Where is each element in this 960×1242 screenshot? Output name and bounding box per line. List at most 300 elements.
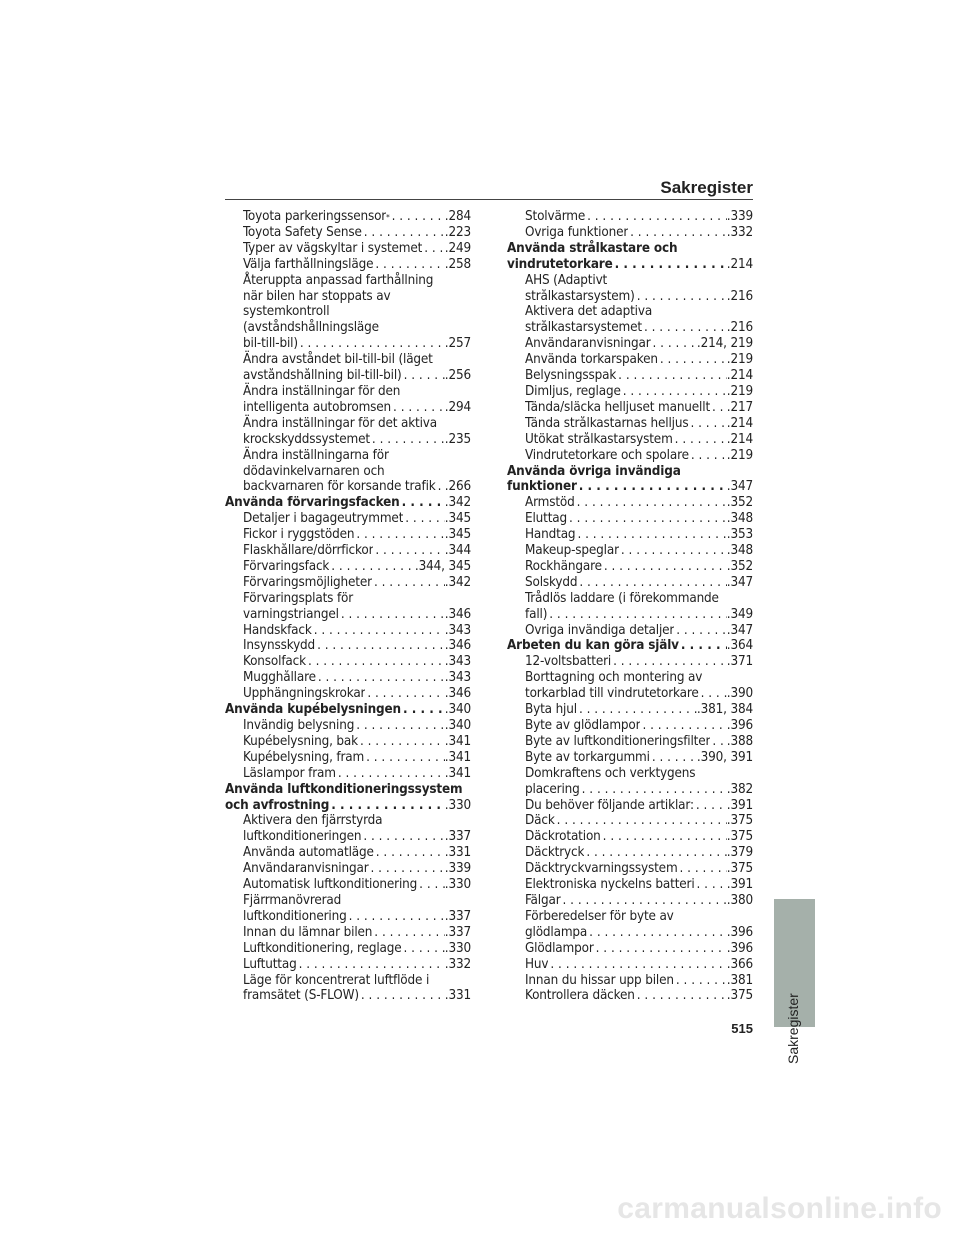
index-entry bbox=[507, 988, 753, 1004]
index-entry bbox=[507, 734, 753, 750]
index-entry bbox=[507, 559, 753, 575]
index-entry bbox=[507, 845, 753, 861]
index-heading bbox=[225, 798, 471, 814]
entry-text: Byte av torkargummi bbox=[525, 749, 650, 765]
dot-leader bbox=[585, 209, 727, 225]
page-reference: .216 bbox=[726, 288, 753, 304]
dot-leader bbox=[621, 384, 727, 400]
index-entry bbox=[507, 877, 753, 893]
entry-text: Välja farthållningsläge bbox=[243, 256, 374, 272]
dot-leader bbox=[635, 289, 727, 305]
index-entry bbox=[225, 479, 471, 495]
dot-leader bbox=[347, 909, 445, 925]
entry-text: Armstöd bbox=[525, 495, 575, 511]
dot-leader bbox=[422, 241, 445, 257]
entry-text: Däcktryck bbox=[525, 845, 585, 861]
index-entry bbox=[507, 432, 753, 448]
dot-leader bbox=[567, 511, 727, 527]
entry-text: Användaranvisningar bbox=[525, 336, 651, 352]
entry-text: placering bbox=[525, 781, 580, 797]
dot-leader bbox=[403, 511, 445, 527]
index-entry bbox=[225, 861, 471, 877]
dot-leader bbox=[359, 988, 445, 1004]
index-entry: Förvaringsplats för bbox=[243, 590, 354, 606]
entry-text: Använda förvaringsfacken bbox=[225, 495, 400, 511]
entry-text: Däck bbox=[525, 813, 555, 829]
index-entry bbox=[225, 941, 471, 957]
dot-leader bbox=[584, 845, 726, 861]
index-entry bbox=[225, 925, 471, 941]
page-reference: .342 bbox=[444, 495, 471, 511]
index-entry bbox=[507, 686, 753, 702]
dot-leader bbox=[561, 893, 727, 909]
page-reference: .342 bbox=[444, 574, 471, 590]
entry-text: Luftuttag bbox=[243, 956, 297, 972]
entry-text: varningstriangel bbox=[243, 606, 339, 622]
page-reference: .214 bbox=[726, 431, 753, 447]
page-reference: .331 bbox=[444, 988, 471, 1004]
header-divider bbox=[225, 199, 753, 200]
dot-leader bbox=[710, 734, 726, 750]
index-entry bbox=[507, 607, 753, 623]
page-reference: .214, 219 bbox=[696, 336, 753, 352]
index-entry bbox=[225, 957, 471, 973]
dot-leader bbox=[390, 209, 445, 225]
page-reference: .330 bbox=[444, 877, 471, 893]
entry-text: Typer av vägskyltar i systemet bbox=[243, 240, 423, 256]
entry-text: Makeup-speglar bbox=[525, 543, 619, 559]
page-reference: .258 bbox=[444, 256, 471, 272]
entry-text: avståndshållning bil-till-bil) bbox=[243, 368, 402, 384]
page-reference: .344 bbox=[444, 543, 471, 559]
index-entry bbox=[225, 575, 471, 591]
index-entry bbox=[225, 750, 471, 766]
entry-text: Förvaringsfack bbox=[243, 558, 330, 574]
index-entry bbox=[507, 623, 753, 639]
index-entry bbox=[225, 241, 471, 257]
dot-leader bbox=[370, 432, 445, 448]
dot-leader bbox=[577, 702, 697, 718]
page-reference: .371 bbox=[726, 654, 753, 670]
index-heading: Använda luftkonditioneringssystem bbox=[225, 781, 463, 797]
dot-leader bbox=[619, 543, 727, 559]
index-entry: Ändra inställningarna för bbox=[243, 447, 389, 463]
dot-leader bbox=[316, 670, 445, 686]
dot-leader bbox=[401, 702, 445, 718]
entry-text: Rockhängare bbox=[525, 558, 602, 574]
index-column-left bbox=[225, 209, 471, 1004]
entry-text: Däckrotation bbox=[525, 829, 601, 845]
dot-leader bbox=[642, 320, 727, 336]
entry-text: Glödlampor bbox=[525, 940, 594, 956]
page-reference: .340 bbox=[444, 718, 471, 733]
dot-leader bbox=[315, 638, 445, 654]
page-reference: .390, 391 bbox=[696, 749, 753, 765]
index-entry bbox=[507, 861, 753, 877]
index-entry bbox=[507, 400, 753, 416]
entry-text: Flaskhållare/dörrfickor bbox=[243, 543, 374, 559]
index-entry bbox=[507, 448, 753, 464]
index-entry bbox=[507, 352, 753, 368]
index-entry: Aktivera den fjärrstyrda bbox=[243, 813, 383, 829]
index-heading bbox=[225, 702, 471, 718]
dot-leader bbox=[339, 607, 445, 623]
index-entry bbox=[507, 511, 753, 527]
index-entry bbox=[507, 527, 753, 543]
dot-leader bbox=[674, 623, 727, 639]
index-entry: Läge för koncentrerat luftflöde i bbox=[243, 972, 430, 988]
page-reference: .346 bbox=[444, 638, 471, 654]
index-entry bbox=[507, 702, 753, 718]
dot-leader bbox=[358, 734, 445, 750]
entry-text: Upphängningskrokar bbox=[243, 686, 366, 702]
index-heading: Använda strålkastare och bbox=[507, 240, 678, 256]
dot-leader bbox=[710, 400, 727, 416]
index-entry bbox=[507, 416, 753, 432]
entry-text: och avfrostning bbox=[225, 797, 330, 813]
page-reference: .219 bbox=[726, 383, 753, 399]
dot-leader bbox=[362, 225, 445, 241]
index-entry bbox=[225, 543, 471, 559]
page-reference: .381, 384 bbox=[696, 702, 753, 718]
dot-leader bbox=[613, 257, 727, 273]
entry-text: Toyota parkeringssensor bbox=[243, 209, 387, 224]
entry-text: Fickor i ryggstöden bbox=[243, 527, 355, 543]
page-reference: .396 bbox=[726, 940, 753, 956]
page-reference: .349 bbox=[726, 606, 753, 622]
dot-leader bbox=[298, 336, 445, 352]
page-reference: .223 bbox=[444, 224, 471, 240]
dot-leader bbox=[436, 479, 445, 495]
entry-text: krockskyddssystemet bbox=[243, 431, 370, 447]
entry-text: Elektroniska nyckelns batteri bbox=[525, 877, 695, 893]
page-reference: .381 bbox=[726, 972, 753, 988]
page-reference: .332 bbox=[444, 956, 471, 972]
index-entry bbox=[225, 623, 471, 639]
page-reference: .375 bbox=[726, 813, 753, 829]
entry-text: Toyota Safety Sense bbox=[243, 224, 362, 240]
page-reference: .348 bbox=[726, 543, 753, 559]
index-entry bbox=[507, 798, 753, 814]
entry-text: Kontrollera däcken bbox=[525, 988, 635, 1004]
page-reference: .380 bbox=[726, 892, 753, 908]
entry-text: Stolvärme bbox=[525, 209, 586, 224]
page-reference: .341 bbox=[444, 765, 471, 781]
entry-text: Innan du lämnar bilen bbox=[243, 924, 373, 940]
page-reference: .214 bbox=[726, 368, 753, 384]
dot-leader bbox=[673, 432, 727, 448]
index-entry bbox=[225, 654, 471, 670]
index-entry: Ändra inställningar för den bbox=[243, 383, 401, 399]
dot-leader bbox=[640, 718, 726, 734]
index-entry: Förberedelser för byte av bbox=[525, 908, 674, 924]
index-column-right bbox=[507, 209, 753, 1004]
entry-text: 12-voltsbatteri bbox=[525, 654, 612, 670]
dot-leader bbox=[678, 861, 727, 877]
index-entry bbox=[507, 718, 753, 734]
entry-text: torkarblad till vindrutetorkare bbox=[525, 686, 699, 702]
index-entry bbox=[507, 973, 753, 989]
entry-text: Byte av luftkonditioneringsfilter bbox=[525, 733, 711, 749]
entry-text: Använda automatläge bbox=[243, 845, 374, 861]
entry-text: framsätet (S-FLOW) bbox=[243, 988, 359, 1004]
entry-text: Automatisk luftkonditionering bbox=[243, 877, 418, 893]
dot-leader bbox=[402, 941, 445, 957]
page-reference: .330 bbox=[444, 940, 471, 956]
index-entry bbox=[225, 607, 471, 623]
page-reference: .339 bbox=[726, 209, 753, 224]
dot-leader bbox=[361, 829, 444, 845]
dot-leader bbox=[354, 718, 445, 734]
dot-leader bbox=[594, 941, 727, 957]
index-entry bbox=[225, 559, 471, 575]
dot-leader bbox=[658, 352, 727, 368]
dot-leader bbox=[306, 654, 445, 670]
dot-leader bbox=[329, 798, 445, 814]
page-reference: .391 bbox=[726, 877, 753, 893]
index-entry: dödavinkelvarnaren och bbox=[243, 463, 385, 479]
index-entry bbox=[225, 336, 471, 352]
index-entry bbox=[225, 368, 471, 384]
index-entry bbox=[507, 368, 753, 384]
dot-leader bbox=[635, 988, 727, 1004]
index-entry bbox=[507, 320, 753, 336]
entry-text: Övriga funktioner bbox=[525, 224, 629, 240]
dot-leader bbox=[372, 925, 444, 941]
page-reference: .364 bbox=[726, 638, 753, 654]
page-reference: .332 bbox=[726, 224, 753, 240]
dot-leader bbox=[577, 575, 726, 591]
index-entry bbox=[507, 225, 753, 241]
index-entry bbox=[507, 543, 753, 559]
dot-leader bbox=[548, 957, 726, 973]
dot-leader bbox=[369, 861, 445, 877]
dot-leader bbox=[402, 368, 445, 384]
page-reference: .217 bbox=[726, 399, 753, 415]
index-entry bbox=[507, 925, 753, 941]
entry-text: fall) bbox=[525, 606, 548, 622]
watermark: carmanualsonline.info bbox=[617, 1192, 942, 1225]
index-entry bbox=[507, 209, 753, 225]
index-entry: Aktivera det adaptiva bbox=[525, 304, 653, 320]
entry-text: Innan du hissar upp bilen bbox=[525, 972, 674, 988]
page-reference: .345 bbox=[444, 527, 471, 543]
dot-leader bbox=[372, 575, 445, 591]
page-reference: .330 bbox=[444, 797, 471, 813]
page-reference: .249 bbox=[444, 240, 471, 256]
index-entry bbox=[507, 654, 753, 670]
page-reference: .219 bbox=[726, 352, 753, 368]
index-entry bbox=[507, 336, 753, 352]
entry-text: backvarnaren för korsande trafik bbox=[243, 479, 436, 495]
index-entry bbox=[225, 527, 471, 543]
entry-text: Huv bbox=[525, 956, 549, 972]
entry-text: Vindrutetorkare och spolare bbox=[525, 447, 689, 463]
index-entry bbox=[507, 957, 753, 973]
dot-leader bbox=[354, 527, 444, 543]
entry-text: Eluttag bbox=[525, 511, 568, 527]
page-reference: .353 bbox=[726, 527, 753, 543]
index-entry bbox=[507, 384, 753, 400]
page-reference: .347 bbox=[726, 622, 753, 638]
dot-leader bbox=[373, 257, 444, 273]
index-heading: Använda övriga invändiga bbox=[507, 463, 681, 479]
index-entry: Domkraftens och verktygens bbox=[525, 765, 696, 781]
entry-text: Dimljus, reglage bbox=[525, 383, 621, 399]
page-reference: .343 bbox=[444, 622, 471, 638]
index-entry bbox=[225, 638, 471, 654]
page-section-title: Sakregister bbox=[660, 178, 753, 197]
index-entry: AHS (Adaptivt bbox=[525, 272, 608, 288]
index-entry bbox=[507, 813, 753, 829]
entry-text: Du behöver följande artiklar: bbox=[525, 797, 694, 813]
index-entry bbox=[225, 257, 471, 273]
entry-text: Använda kupébelysningen bbox=[225, 702, 401, 718]
index-entry: Ändra avståndet bil-till-bil (läget bbox=[243, 352, 433, 368]
dot-leader bbox=[329, 559, 415, 575]
dot-leader bbox=[336, 766, 445, 782]
dot-leader bbox=[587, 925, 727, 941]
entry-text: Däcktryckvarningssystem bbox=[525, 861, 678, 877]
page-reference: .347 bbox=[726, 574, 753, 590]
index-entry bbox=[225, 718, 471, 734]
dot-leader bbox=[575, 495, 727, 511]
page-reference: .347 bbox=[726, 479, 753, 495]
index-entry bbox=[507, 495, 753, 511]
dot-leader bbox=[373, 543, 444, 559]
page-reference: .337 bbox=[444, 829, 471, 845]
entry-text: strålkastarsystem) bbox=[525, 288, 635, 304]
page-reference: .352 bbox=[726, 495, 753, 511]
index-entry bbox=[225, 670, 471, 686]
entry-text: luftkonditioneringen bbox=[243, 829, 362, 845]
page-reference: .345 bbox=[444, 511, 471, 527]
dot-leader bbox=[555, 813, 727, 829]
index-entry: systemkontroll bbox=[243, 304, 330, 320]
dot-leader bbox=[577, 479, 727, 495]
index-entry bbox=[225, 511, 471, 527]
dot-leader bbox=[689, 448, 727, 464]
index-entry: Återuppta anpassad farthållning bbox=[243, 272, 434, 288]
entry-text: Insynsskydd bbox=[243, 638, 316, 654]
page-reference: .340 bbox=[444, 702, 471, 718]
index-entry bbox=[225, 225, 471, 241]
entry-text: Tända/släcka helljuset manuellt bbox=[525, 399, 711, 415]
entry-text: bil-till-bil) bbox=[243, 336, 298, 352]
entry-text: luftkonditionering bbox=[243, 908, 347, 924]
dot-leader bbox=[699, 686, 727, 702]
page-reference: .391 bbox=[726, 797, 753, 813]
page-reference: .219 bbox=[726, 447, 753, 463]
index-entry bbox=[225, 400, 471, 416]
dot-leader bbox=[695, 877, 727, 893]
dot-leader bbox=[374, 845, 445, 861]
entry-text: Mugghållare bbox=[243, 670, 316, 686]
section-tab-label: Sakregister bbox=[785, 993, 801, 1064]
page-reference: .390 bbox=[726, 686, 753, 702]
index-entry: Borttagning och montering av bbox=[525, 670, 703, 686]
page-number: 515 bbox=[731, 1021, 753, 1036]
index-entry bbox=[507, 941, 753, 957]
page-reference: .341 bbox=[444, 749, 471, 765]
dot-leader bbox=[575, 527, 726, 543]
entry-text: Kupébelysning, bak bbox=[243, 733, 358, 749]
entry-text: Läslampor fram bbox=[243, 765, 336, 781]
page-reference: .343 bbox=[444, 670, 471, 686]
page-reference: .341 bbox=[444, 733, 471, 749]
dot-leader bbox=[689, 416, 727, 432]
index-entry: Ändra inställningar för det aktiva bbox=[243, 415, 437, 431]
index-entry bbox=[225, 845, 471, 861]
entry-text: Förvaringsmöjligheter bbox=[243, 574, 372, 590]
page-reference: .396 bbox=[726, 924, 753, 940]
page-reference: .375 bbox=[726, 988, 753, 1004]
entry-text: Solskydd bbox=[525, 574, 578, 590]
dot-leader bbox=[365, 686, 444, 702]
index-entry bbox=[507, 750, 753, 766]
index-entry bbox=[507, 782, 753, 798]
index-entry: Toyota parkeringssensor * . . . .284 bbox=[225, 209, 471, 225]
entry-text: vindrutetorkare bbox=[507, 256, 613, 272]
index-heading bbox=[507, 638, 753, 654]
entry-text: Arbeten du kan göra själv bbox=[507, 638, 679, 654]
entry-text: Fälgar bbox=[525, 892, 561, 908]
index-entry bbox=[507, 575, 753, 591]
dot-leader bbox=[616, 368, 727, 384]
page-reference: .257 bbox=[444, 336, 471, 352]
entry-text: Byta hjul bbox=[525, 702, 577, 718]
page-reference: .346 bbox=[444, 686, 471, 702]
index-heading bbox=[225, 495, 471, 511]
page-reference: .337 bbox=[444, 908, 471, 924]
page-reference: .379 bbox=[726, 845, 753, 861]
dot-leader bbox=[650, 750, 697, 766]
entry-text: Utökat strålkastarsystem bbox=[525, 431, 673, 447]
dot-leader bbox=[679, 638, 727, 654]
entry-text: Använda torkarspaken bbox=[525, 352, 658, 368]
dot-leader bbox=[674, 973, 727, 989]
dot-leader bbox=[297, 957, 445, 973]
entry-text: Luftkonditionering, reglage bbox=[243, 940, 402, 956]
index-entry bbox=[225, 432, 471, 448]
index-entry bbox=[225, 988, 471, 1004]
page-reference: .284 bbox=[444, 209, 471, 224]
index-entry bbox=[507, 289, 753, 305]
entry-text: Kupébelysning, fram bbox=[243, 749, 365, 765]
dot-leader bbox=[602, 559, 727, 575]
page-reference: .343 bbox=[444, 654, 471, 670]
dot-leader bbox=[651, 336, 697, 352]
index-heading bbox=[507, 257, 753, 273]
entry-text: Tända strålkastarnas helljus bbox=[525, 415, 689, 431]
entry-text: funktioner bbox=[507, 479, 577, 495]
dot-leader bbox=[547, 607, 727, 623]
entry-text: glödlampa bbox=[525, 924, 588, 940]
index-entry bbox=[507, 829, 753, 845]
index-entry: Trådlös laddare (i förekommande bbox=[525, 590, 719, 606]
entry-text: strålkastarsystemet bbox=[525, 320, 642, 336]
entry-text: Handskfack bbox=[243, 622, 312, 638]
dot-leader bbox=[391, 400, 445, 416]
page-reference: .235 bbox=[444, 431, 471, 447]
page-reference: .344, 345 bbox=[414, 558, 471, 574]
index-entry bbox=[225, 829, 471, 845]
page-reference: .348 bbox=[726, 511, 753, 527]
dot-leader bbox=[628, 225, 727, 241]
page-reference: .216 bbox=[726, 320, 753, 336]
page-reference: .382 bbox=[726, 781, 753, 797]
page-reference: .346 bbox=[444, 606, 471, 622]
